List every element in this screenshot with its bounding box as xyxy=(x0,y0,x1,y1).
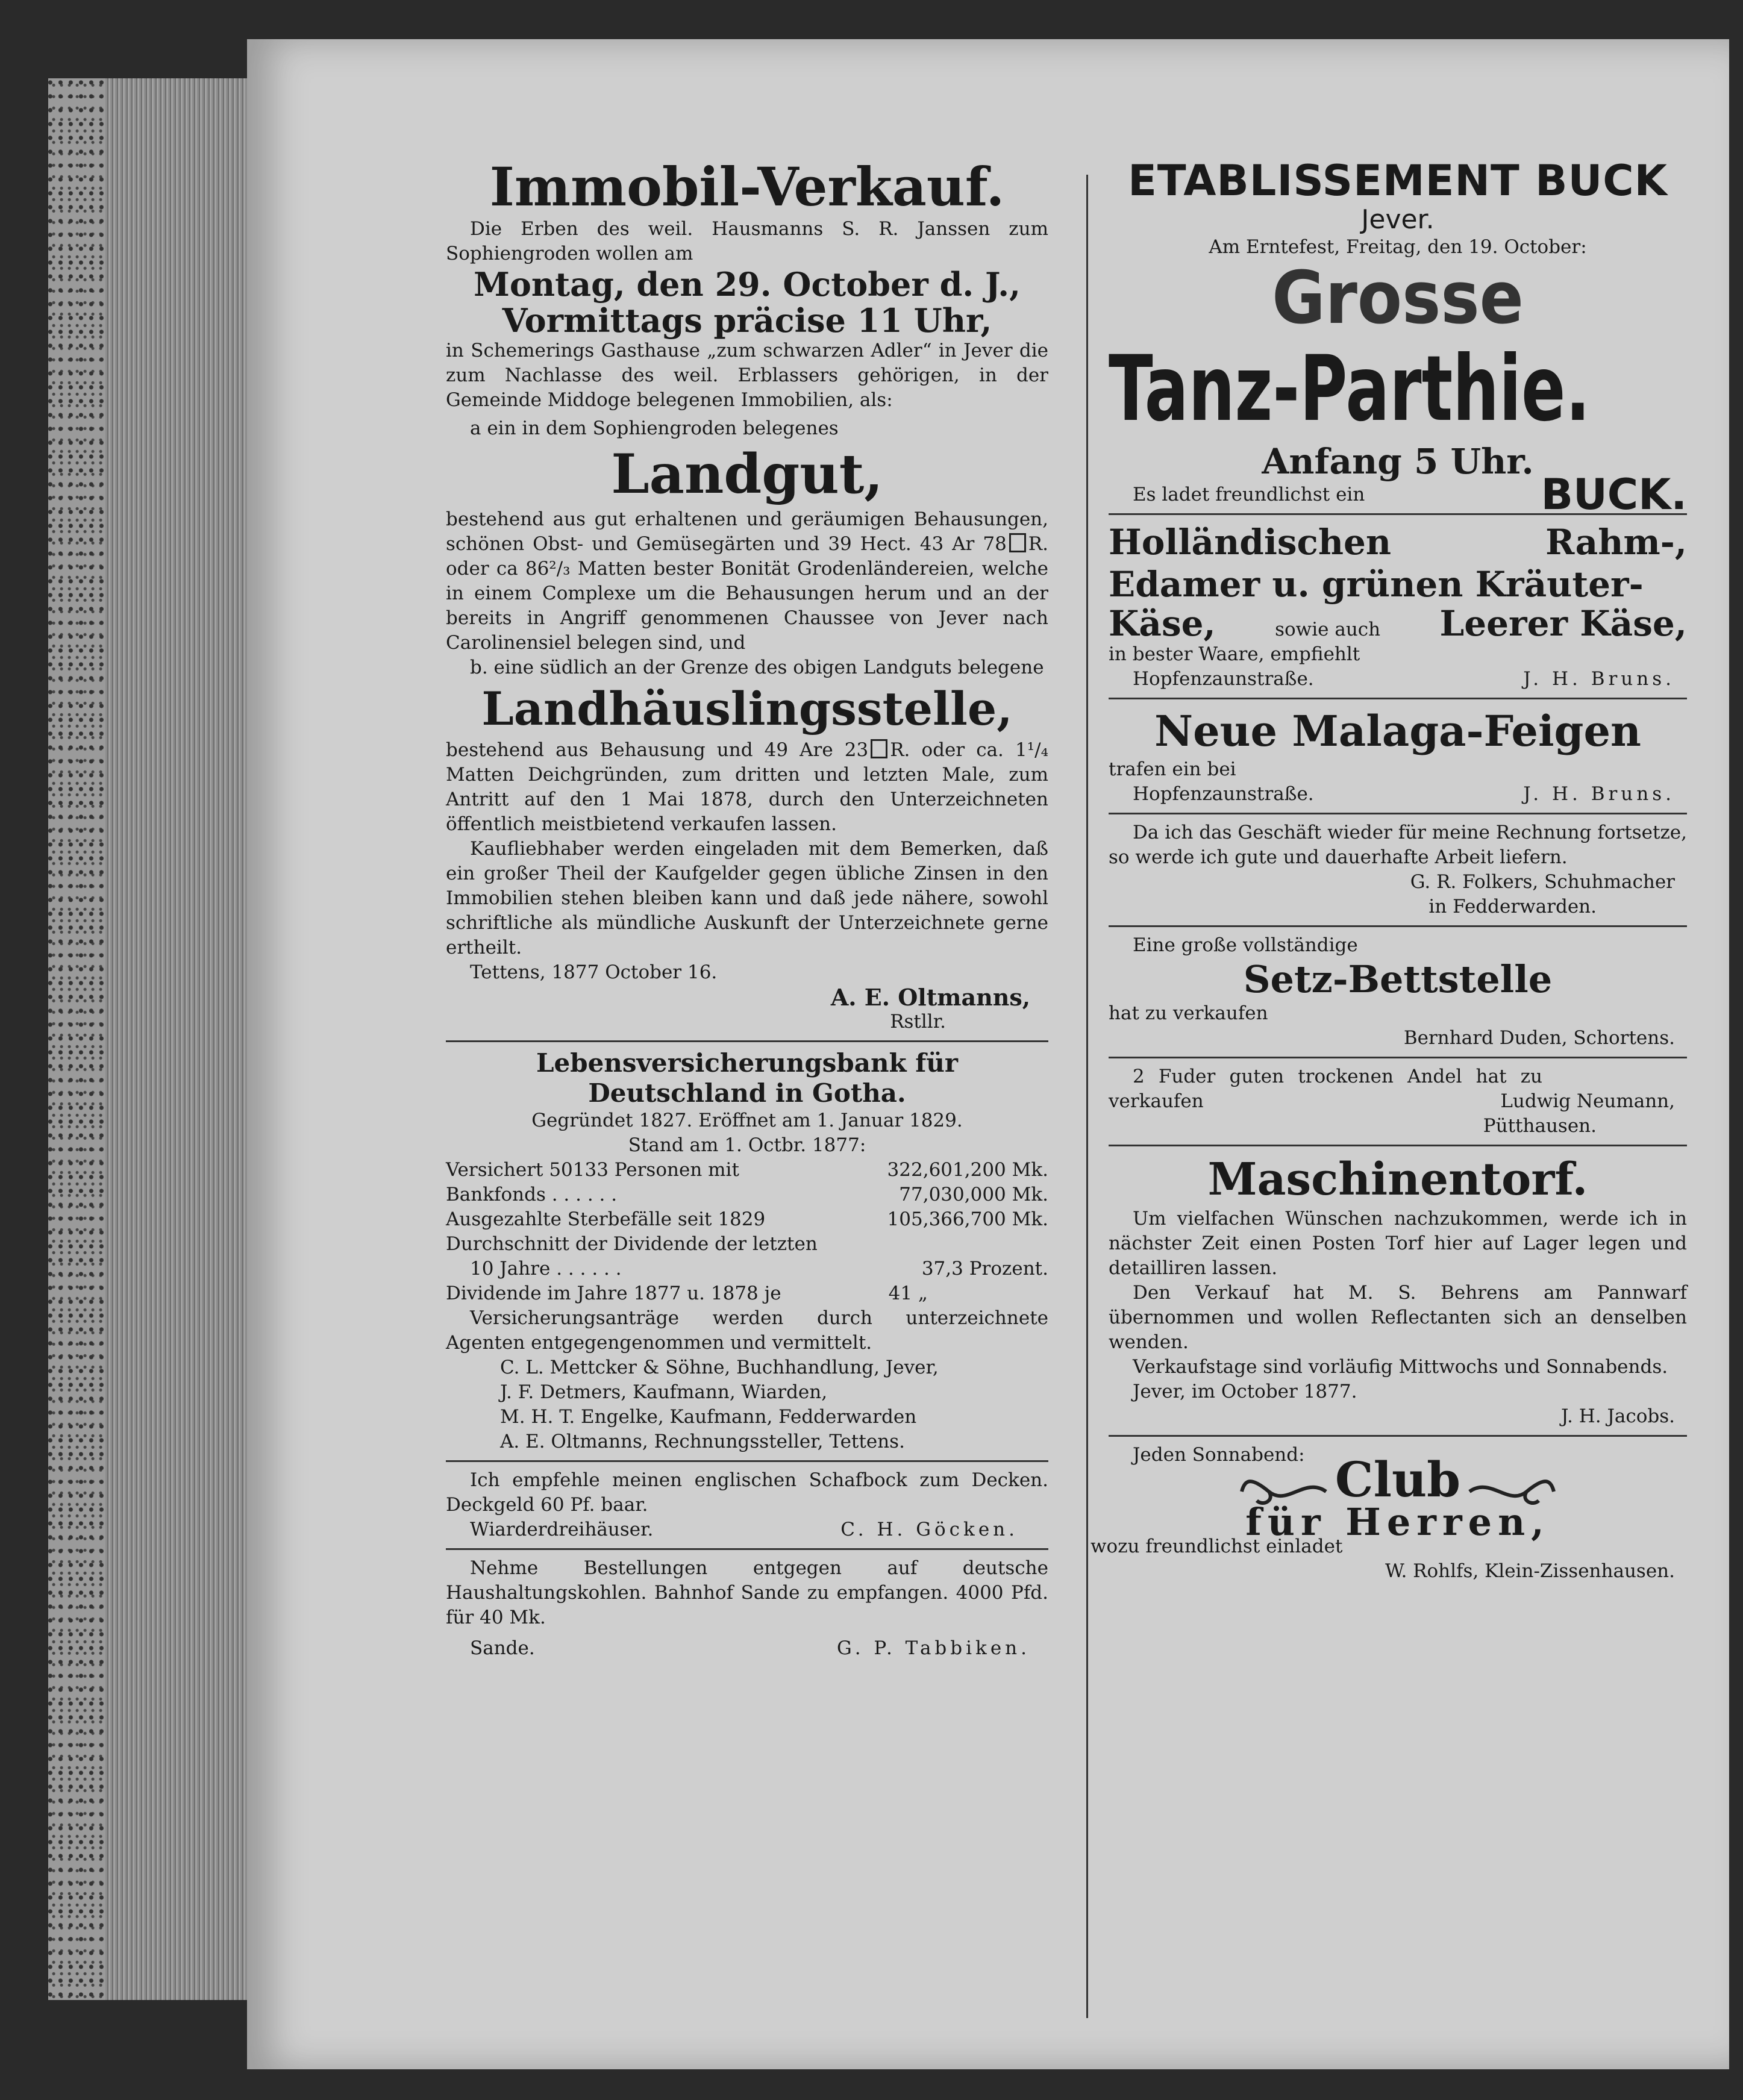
ad-schuhmacher-place: in Fedderwarden. xyxy=(1429,896,1597,917)
ad-lebensversicherung-agent: A. E. Oltmanns, Rechnungssteller, Tettens. xyxy=(500,1431,905,1452)
ad-immobil-time: Vormittags präcise 11 Uhr, xyxy=(502,301,992,340)
ad-andel-signature: Ludwig Neumann, xyxy=(1500,1090,1675,1112)
ad-immobil-terms: Kaufliebhaber werden eingeladen mit dem Bemerken, daß ein großer Theil der Kaufgelder gegen übliche Zinsen in den Immobilien stehen bleiben kann und daß jede nähere, sowohl schriftliche als mündliche Auskunft der Unterzeichnete gerne ertheilt. xyxy=(446,838,1048,958)
ad-lebensversicherung-text: Versicherungsanträge werden durch unterzeichnete Agenten entgegengenommen und vermittelt. xyxy=(446,1307,1048,1354)
ad-lebensversicherung-title: Lebensversicherungsbank für Deutschland in Gotha. xyxy=(536,1048,958,1108)
ad-andel-place: Pütthausen. xyxy=(1483,1115,1597,1137)
ad-kaese-footer: Hopfenzaunstraße. J. H. Bruns. xyxy=(1133,668,1675,690)
ad-lebensversicherung-agent: C. L. Mettcker & Söhne, Buchhandlung, Jever, xyxy=(500,1357,939,1378)
ad-lebensversicherung-agent: J. F. Detmers, Kaufmann, Wiarden, xyxy=(500,1381,828,1403)
page-stack xyxy=(105,78,247,2000)
divider xyxy=(446,1460,1048,1462)
ad-andel-text: 2 Fuder guten trockenen Andel hat zu verkaufen xyxy=(1109,1066,1542,1112)
table-row: Ausgezahlte Sterbefälle seit 1829 105,366,700 Mk. xyxy=(446,1208,1048,1230)
ad-schuhmacher-signature: G. R. Folkers, Schuhmacher xyxy=(1410,871,1675,893)
ad-club-herren: für Herren, xyxy=(1245,1499,1550,1544)
ad-schuhmacher-text: Da ich das Geschäft wieder für meine Rechnung fortsetze, so werde ich gute und dauerhafte Arbeit liefern. xyxy=(1109,822,1687,868)
ad-immobil-date: Montag, den 29. October d. J., xyxy=(474,265,1021,304)
divider xyxy=(1109,813,1687,814)
ad-buck-grosse: Grosse xyxy=(1272,257,1524,340)
square-symbol xyxy=(1009,533,1026,552)
divider xyxy=(1109,925,1687,927)
ad-kaese-text: in bester Waare, empfiehlt xyxy=(1109,643,1360,665)
ad-bettstelle-title: Setz-Bettstelle xyxy=(1243,957,1553,1001)
ad-immobil-item-b: b. eine südlich an der Grenze des obigen Landguts belegene xyxy=(470,657,1044,678)
ad-kaese-line1: Holländischen Rahm-, xyxy=(1109,522,1687,563)
ad-immobil-stelle: Landhäuslingsstelle, xyxy=(481,682,1013,736)
ad-immobil-signature: A. E. Oltmanns, xyxy=(830,984,1030,1011)
ad-lebensversicherung-table xyxy=(446,1158,1048,1306)
ad-buck-header: ETABLISSEMENT BUCK xyxy=(1128,156,1668,205)
ad-kohlen-text: Nehme Bestellungen entgegen auf deutsche Haushaltungskohlen. Bahnhof Sande zu empfangen. 4000 Pfd. für 40 Mk. xyxy=(446,1557,1048,1628)
ad-bettstelle-intro: Eine große vollständige xyxy=(1133,934,1358,956)
ad-immobil-signature-title: Rstllr. xyxy=(890,1011,946,1033)
ad-torf-text-3: Verkaufstage sind vorläufig Mittwochs und Sonnabends. xyxy=(1133,1356,1668,1378)
ad-feigen-title: Neue Malaga-Feigen xyxy=(1154,706,1641,756)
ad-immobil-title: Immobil-Verkauf. xyxy=(489,155,1005,218)
ad-feigen-footer: Hopfenzaunstraße. J. H. Bruns. xyxy=(1133,783,1675,805)
ad-immobil-landgut: Landgut, xyxy=(611,442,883,506)
ad-torf-text-1: Um vielfachen Wünschen nachzukommen, werde ich in nächster Zeit einen Posten Torf hier auf Lager legen und detailliren lassen. xyxy=(1109,1208,1687,1279)
left-column xyxy=(446,157,1048,1661)
divider xyxy=(1109,1145,1687,1146)
ad-immobil-item-a: a ein in dem Sophiengroden belegenes xyxy=(470,417,839,439)
divider xyxy=(446,1548,1048,1550)
table-row: Durchschnitt der Dividende der letzten xyxy=(446,1233,818,1255)
ad-club-intro: Jeden Sonnabend: xyxy=(1133,1444,1305,1466)
divider xyxy=(1109,1435,1687,1437)
ad-immobil-location: in Schemerings Gasthause „zum schwarzen Adler“ in Jever die zum Nachlasse des weil. Erblassers gehörigen, in der Gemeinde Middoge belegenen Immobilien, als: xyxy=(446,340,1048,411)
ad-lebensversicherung-stand: Stand am 1. Octbr. 1877: xyxy=(628,1134,866,1156)
square-symbol xyxy=(871,739,887,758)
ad-kaese-line2: Edamer u. grünen Kräuter- xyxy=(1109,564,1644,605)
divider xyxy=(1109,1057,1687,1058)
ad-immobil-stelle-desc: bestehend aus Behausung und 49 Are 23 R. oder ca. 1¹/₄ Matten Deichgründen, zum dritten und letzten Male, zum Antritt auf den 1 Mai 1878, durch den Unterzeichneten öffentlich meistbietend verkaufen lassen. xyxy=(446,739,1048,835)
ad-torf-place: Jever, im October 1877. xyxy=(1133,1381,1357,1402)
ad-buck-tanz-parthie: Tanz-Parthie. xyxy=(1109,337,1591,442)
ad-torf-title: Maschinentorf. xyxy=(1207,1154,1588,1205)
right-column xyxy=(1091,156,1687,1584)
ad-buck-invite: Es ladet freundlichst ein BUCK. xyxy=(1133,470,1687,519)
ad-club-title: Club xyxy=(1335,1451,1461,1508)
ad-buck-anfang: Anfang 5 Uhr. xyxy=(1262,441,1534,482)
ad-torf-text-2: Den Verkauf hat M. S. Behrens am Pannwarf übernommen und wollen Reflectanten sich an denselben wenden. xyxy=(1109,1282,1687,1353)
ad-bettstelle-text: hat zu verkaufen xyxy=(1109,1002,1268,1024)
ad-buck-date: Am Erntefest, Freitag, den 19. October: xyxy=(1209,236,1587,258)
ad-bettstelle-signature: Bernhard Duden, Schortens. xyxy=(1403,1027,1675,1049)
ad-schafbock-footer: Wiarderdreihäuser. C. H. Göcken. xyxy=(470,1519,1018,1540)
divider xyxy=(1109,698,1687,699)
divider xyxy=(446,1040,1048,1042)
table-row: 10 Jahre . . . . . . 37,3 Prozent. xyxy=(470,1258,1048,1280)
ad-immobil-place: Tettens, 1877 October 16. xyxy=(470,961,718,983)
table-row: Versichert 50133 Personen mit 322,601,200 Mk. xyxy=(446,1159,1048,1181)
ad-immobil-landgut-desc: bestehend aus gut erhaltenen und geräumigen Behausungen, schönen Obst- und Gemüsegärten und 39 Hect. 43 Ar 78 R. oder ca 86²/₃ Matten bester Bonität Grodenländereien, welche in einem Complexe um die Behausungen herum und an der bereits in Angriff genommenen Chaussee von Jever nach Carolinensiel belegen sind, und xyxy=(446,508,1048,654)
table-row: Dividende im Jahre 1877 u. 1878 je 41 „ xyxy=(446,1283,928,1304)
ad-immobil-intro: Die Erben des weil. Hausmanns S. R. Janssen zum Sophiengroden wollen am xyxy=(446,218,1048,264)
ad-schafbock-text: Ich empfehle meinen englischen Schafbock zum Decken. Deckgeld 60 Pf. baar. xyxy=(446,1469,1048,1516)
table-row: Bankfonds . . . . . . 77,030,000 Mk. xyxy=(446,1184,1048,1205)
ad-club-text: wozu freundlichst einladet xyxy=(1091,1535,1343,1557)
ad-torf-signature: J. H. Jacobs. xyxy=(1560,1405,1675,1427)
ad-kaese-line3: Käse, sowie auch Leerer Käse, xyxy=(1109,603,1687,644)
ad-kohlen-footer: Sande. G. P. Tabbiken. xyxy=(470,1637,1030,1659)
marbled-edge xyxy=(48,78,105,2000)
ad-buck-place: Jever. xyxy=(1361,204,1435,235)
ad-lebensversicherung-founded: Gegründet 1827. Eröffnet am 1. Januar 1829. xyxy=(531,1110,963,1131)
ad-club-signature: W. Rohlfs, Klein-Zissenhausen. xyxy=(1385,1560,1675,1582)
ad-lebensversicherung-agent: M. H. T. Engelke, Kaufmann, Fedderwarden xyxy=(500,1406,917,1428)
ad-feigen-text: trafen ein bei xyxy=(1109,758,1236,780)
column-divider xyxy=(1086,175,1088,2018)
